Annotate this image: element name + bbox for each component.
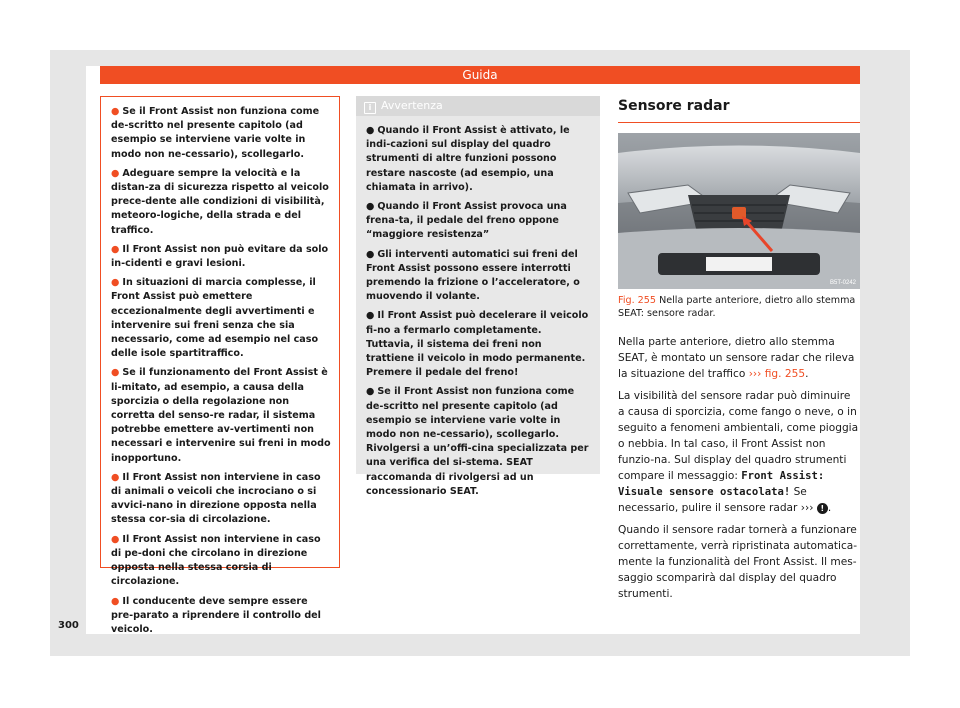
list-item: ● In situazioni di marcia complesse, il Front Assist può emettere eccezionalmente degli avvertimenti e intervenire sui freni senza che sia necessario, come ad esempio nel caso delle isole spartitraffico. xyxy=(111,277,319,360)
bullet-icon: ● xyxy=(366,201,375,213)
list-item: ● Il Front Assist non interviene in caso di animali o veicoli che incrociano o si avvici-nano in direzione opposta nella stessa cor-sia di circolazione. xyxy=(111,471,321,526)
figure-code: B5T-0242 xyxy=(830,280,857,286)
warning-box xyxy=(356,96,600,497)
list-item: ● Il conducente deve sempre essere pre-parato a riprendere il controllo del veicolo. xyxy=(111,595,321,635)
warning-note-icon[interactable]: ! xyxy=(817,503,828,514)
list-item: ● Quando il Front Assist provoca una frena-ta, il pedale del freno oppone “maggiore resistenza” xyxy=(366,201,567,241)
page-number: 300 xyxy=(58,620,79,631)
paragraph: Nella parte anteriore, dietro allo stemma SEAT, è montato un sensore radar che rileva la situazione del traffico ››› fig. 255. xyxy=(618,336,855,381)
bullet-icon: ● xyxy=(366,125,375,136)
body-text xyxy=(618,334,860,602)
section-title: Sensore radar xyxy=(618,96,860,123)
warning-header xyxy=(356,96,600,116)
paragraph: Quando il sensore radar tornerà a funzionare correttamente, verrà ripristinata automatica-mente la funzionalità del Front Assist. Il mes-saggio scomparirà dal display del quadro strumenti. xyxy=(618,524,858,601)
list-item: ● Il Front Assist non può evitare da solo in-cidenti e gravi lesioni. xyxy=(111,243,329,270)
list-item: ● Se il Front Assist non funziona come de-scritto nel presente capitolo (ad esempio se interviene varie volte in modo non ne-cessario), scollegarlo. Rivolgersi a un’offi-cina specializzata per una verifica del si-stema. SEAT raccomanda di rivolgersi ad un concessionario SEAT. xyxy=(366,386,589,497)
list-item: ● Se il Front Assist non funziona come de-scritto nel presente capitolo (ad esempio se interviene varie volte in modo non ne-cessario), scollegarlo. xyxy=(111,106,320,160)
paragraph: La visibilità del sensore radar può diminuire a causa di sporcizia, come fango o neve, o in seguito a fenomeni ambientali, come pioggia o nebbia. In tal caso, il Front Assist non funzio-na. Sul display del quadro strumenti compare il messaggio: Front Assist: Visuale sensore ostacolata! Se necessario, pulire il sensore radar ››› ! . xyxy=(618,390,859,515)
section-header xyxy=(100,66,860,84)
figure-label: Fig. 255 xyxy=(618,295,656,306)
figure-caption xyxy=(618,295,860,320)
right-column xyxy=(618,96,860,608)
warning-title: Avvertenza xyxy=(381,99,443,112)
figure-caption-text: Nella parte anteriore, dietro allo stemma SEAT: sensore radar. xyxy=(618,295,856,319)
list-item: ● Quando il Front Assist è attivato, le indi-cazioni sul display del quadro strumenti di altre funzioni possono restare nascoste (ad esempio, una chiamata in arrivo). xyxy=(366,125,570,193)
info-icon: i xyxy=(364,102,376,114)
warning-body xyxy=(356,116,600,508)
list-item: ● Il Front Assist può decelerare il veicolo fi-no a fermarlo completamente. Tuttavia, il sistema dei freni non trattiene il veicolo in modo permanente. Premere il pedale del freno! xyxy=(366,310,589,379)
list-item: ● Se il funzionamento del Front Assist è li-mitato, ad esempio, a causa della sporcizia o della regolazione non corretta del senso-re radar, il sistema potrebbe emettere av-vertimenti non necessari e intervenire sui freni in modo inopportuno. xyxy=(111,367,331,464)
bullet-icon: ● xyxy=(111,243,120,255)
left-column-list xyxy=(100,96,340,635)
list-item: ● Gli interventi automatici sui freni del Front Assist possono essere interrotti premendo la frizione o l’acceleratore, o muovendo il volante. xyxy=(366,248,580,303)
list-item: ● Il Front Assist non interviene in caso di pe-doni che circolano in direzione opposta nella stessa corsia di circolazione. xyxy=(111,533,321,588)
bullet-icon: ● xyxy=(111,595,120,607)
bullet-icon: ● xyxy=(366,248,375,260)
section-header-title: Guida xyxy=(462,68,498,82)
bullet-icon: ● xyxy=(111,106,120,117)
bullet-icon: ● xyxy=(111,533,120,545)
figure-link[interactable]: ››› fig. 255 xyxy=(748,368,806,381)
bullet-icon: ● xyxy=(111,471,120,483)
bullet-icon: ● xyxy=(111,277,120,289)
bullet-icon: ● xyxy=(111,167,120,179)
bullet-icon: ● xyxy=(366,386,375,398)
figure-image xyxy=(618,133,860,289)
list-item: ● Adeguare sempre la velocità e la distan-za di sicurezza rispetto al veicolo prece-dente alle condizioni di visibilità, meteoro-logiche, della strada e del traffico. xyxy=(111,167,329,236)
bullet-icon: ● xyxy=(111,367,120,379)
car-front-illustration xyxy=(618,133,860,289)
display-message: Front Assist: Visuale sensore ostacolata! xyxy=(618,470,825,499)
bullet-icon: ● xyxy=(366,310,375,322)
